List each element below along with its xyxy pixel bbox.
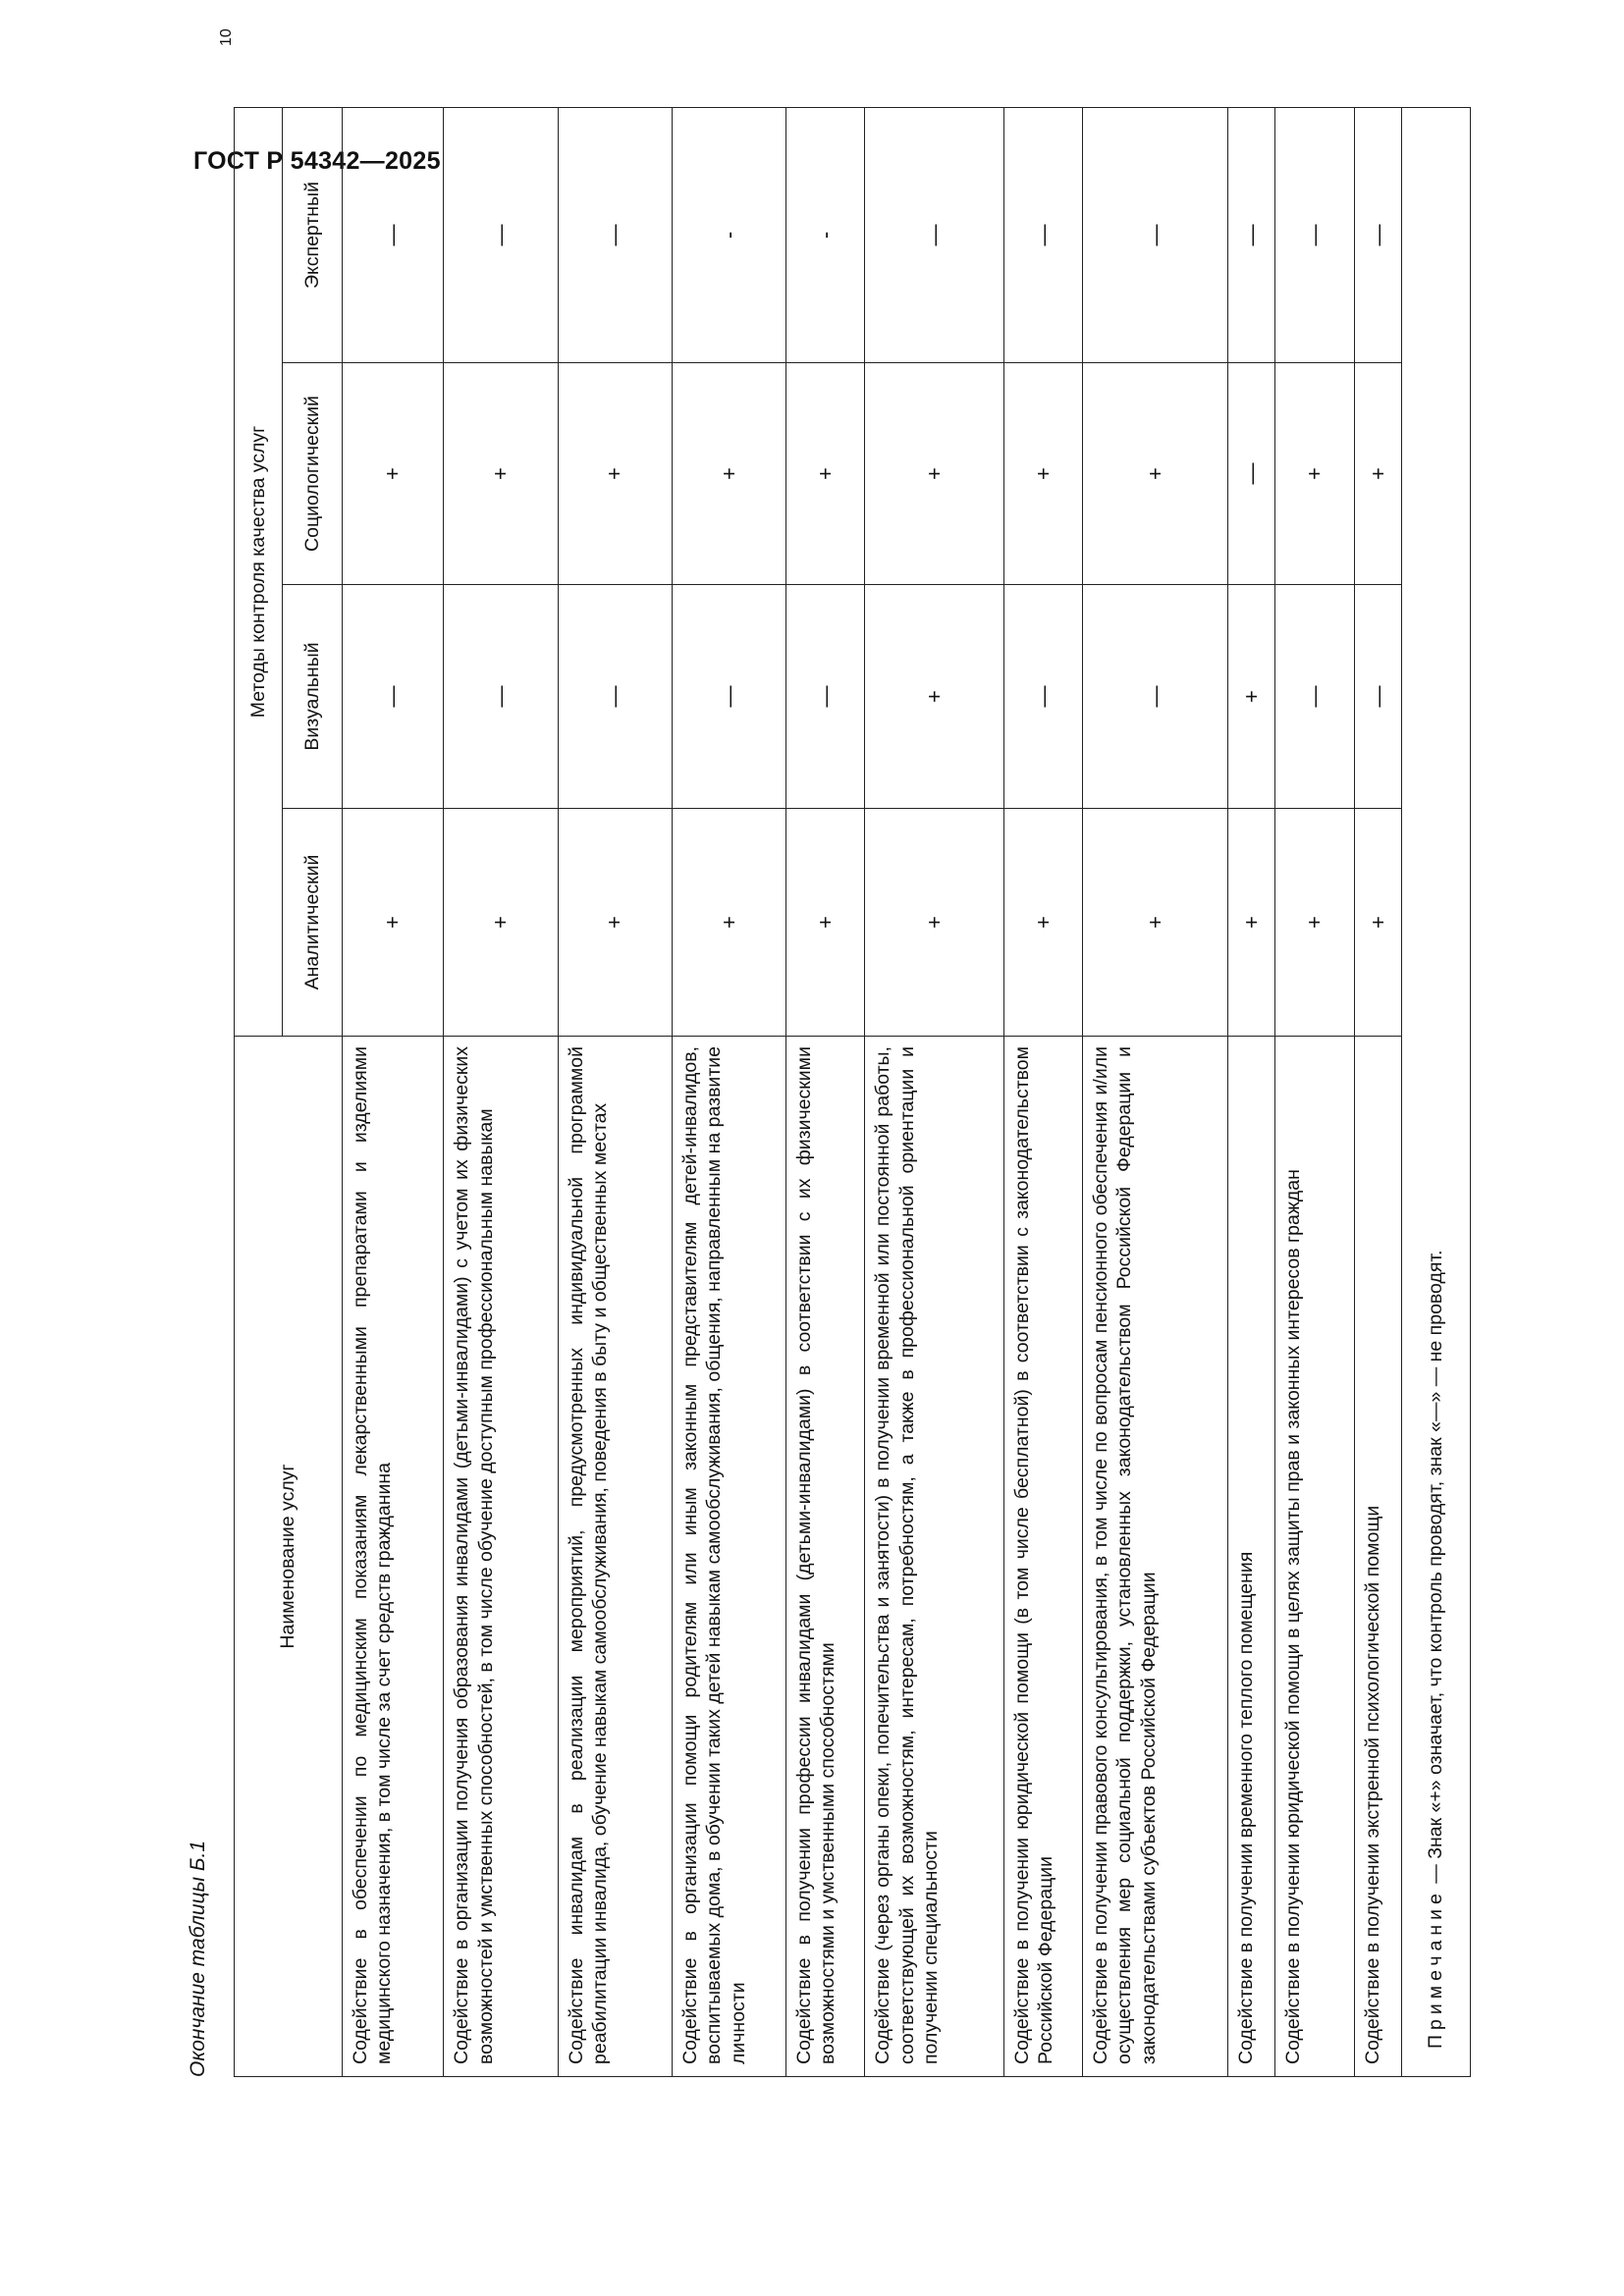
mark-cell: — [1354,108,1402,363]
table-row [1275,108,1354,2077]
mark-cell: + [1354,809,1402,1037]
service-name-cell: Содействие в организации помощи родителям или иным законным представителям детей-инвалидов, воспитываемых дома, в обучении таких детей навыкам самообслуживания, общения, направленным на развитие личности [672,1037,785,2077]
mark-cell: + [1227,809,1275,1037]
service-name-cell: Содействие в получении юридической помощи (в том числе бесплатной) в соответствии с законодательством Российской Федерации [1003,1037,1082,2077]
mark-cell: — [444,585,558,809]
mark-cell: + [1082,363,1227,585]
mark-cell: — [1354,585,1402,809]
mark-cell: — [343,585,444,809]
mark-cell: — [558,108,672,363]
table-row [865,108,1004,2077]
mark-cell: + [1003,809,1082,1037]
mark-cell: + [865,809,1004,1037]
service-name-cell: Содействие в организации получения образования инвалидами (детьми-инвалидами) с учетом их физических возможностей и умственных способностей, в том числе обучение доступным профессиональным навыкам [444,1037,558,2077]
mark-cell: — [1082,585,1227,809]
table-row [558,108,672,2077]
mark-cell: + [558,363,672,585]
note-label: Примечание [1425,1889,1447,2049]
table-caption: Окончание таблицы Б.1 [187,1840,209,2077]
mark-cell: + [865,363,1004,585]
mark-cell: — [785,585,864,809]
methods-table [234,107,1471,2077]
mark-cell: — [1003,585,1082,809]
mark-cell: + [672,363,785,585]
mark-cell: — [865,108,1004,363]
table-row [444,108,558,2077]
mark-cell: — [343,108,444,363]
page-number: 10 [218,28,235,46]
column-group-header-methods: Методы контроля качества услуг [235,108,283,1037]
table-row [1003,108,1082,2077]
mark-cell: + [1275,363,1354,585]
service-name-cell: Содействие в получении экстренной психологической помощи [1354,1037,1402,2077]
mark-cell: — [1227,363,1275,585]
mark-cell: — [558,585,672,809]
mark-cell: + [343,809,444,1037]
document-header: ГОСТ Р 54342—2025 [193,147,441,175]
mark-cell: — [1275,585,1354,809]
mark-cell: + [865,585,1004,809]
mark-cell: — [1275,108,1354,363]
column-header-analytical: Аналитический [283,809,343,1037]
service-name-cell: Содействие в получении профессии инвалидами (детьми-инвалидами) в соответствии с их физическими возможностями и умственными способностями [785,1037,864,2077]
mark-cell: + [558,809,672,1037]
mark-cell: + [672,809,785,1037]
mark-cell: + [343,363,444,585]
mark-cell: + [1003,363,1082,585]
column-header-expert: Экспертный [283,108,343,363]
table-row [672,108,785,2077]
mark-cell: — [1227,108,1275,363]
table-row [1227,108,1275,2077]
mark-cell: - [785,108,864,363]
service-name-cell: Содействие (через органы опеки, попечительства и занятости) в получении временной или постоянной работы, соответствующей их возможностям, интересам, потребностям, а также в профессиональной ориентации и получении специальности [865,1037,1004,2077]
mark-cell: + [785,363,864,585]
mark-cell: + [1082,809,1227,1037]
service-name-cell: Содействие инвалидам в реализации мероприятий, предусмотренных индивидуальной программой реабилитации инвалида, обучение навыкам самообслуживания, поведения в быту и общественных местах [558,1037,672,2077]
mark-cell: + [1354,363,1402,585]
mark-cell: + [785,809,864,1037]
mark-cell: + [444,363,558,585]
note-text: — Знак «+» означает, что контроль проводят, знак «—» — не проводят. [1425,1250,1447,1890]
table-row [343,108,444,2077]
table-row [1354,108,1402,2077]
table-row [785,108,864,2077]
mark-cell: - [672,108,785,363]
column-header-service-name: Наименование услуг [235,1037,343,2077]
mark-cell: + [1275,809,1354,1037]
service-name-cell: Содействие в обеспечении по медицинским показаниям лекарственными препаратами и изделиями медицинского назначения, в том числе за счет средств гражданина [343,1037,444,2077]
service-name-cell: Содействие в получении временного теплого помещения [1227,1037,1275,2077]
service-name-cell: Содействие в получении юридической помощи в целях защиты прав и законных интересов граждан [1275,1037,1354,2077]
table-row [1082,108,1227,2077]
mark-cell: — [444,108,558,363]
mark-cell: — [1082,108,1227,363]
column-header-visual: Визуальный [283,585,343,809]
column-header-sociological: Социологический [283,363,343,585]
mark-cell: — [1003,108,1082,363]
table-note [1402,108,1471,2077]
rotated-table-block [179,28,1475,2081]
mark-cell: — [672,585,785,809]
note-row [1402,108,1471,2077]
mark-cell: + [1227,585,1275,809]
service-name-cell: Содействие в получении правового консультирования, в том числе по вопросам пенсионного обеспечения и/или осуществления мер социальной поддержки, установленных законодательством Российской Федерации и законодательствами субъектов Российской Федерации [1082,1037,1227,2077]
mark-cell: + [444,809,558,1037]
